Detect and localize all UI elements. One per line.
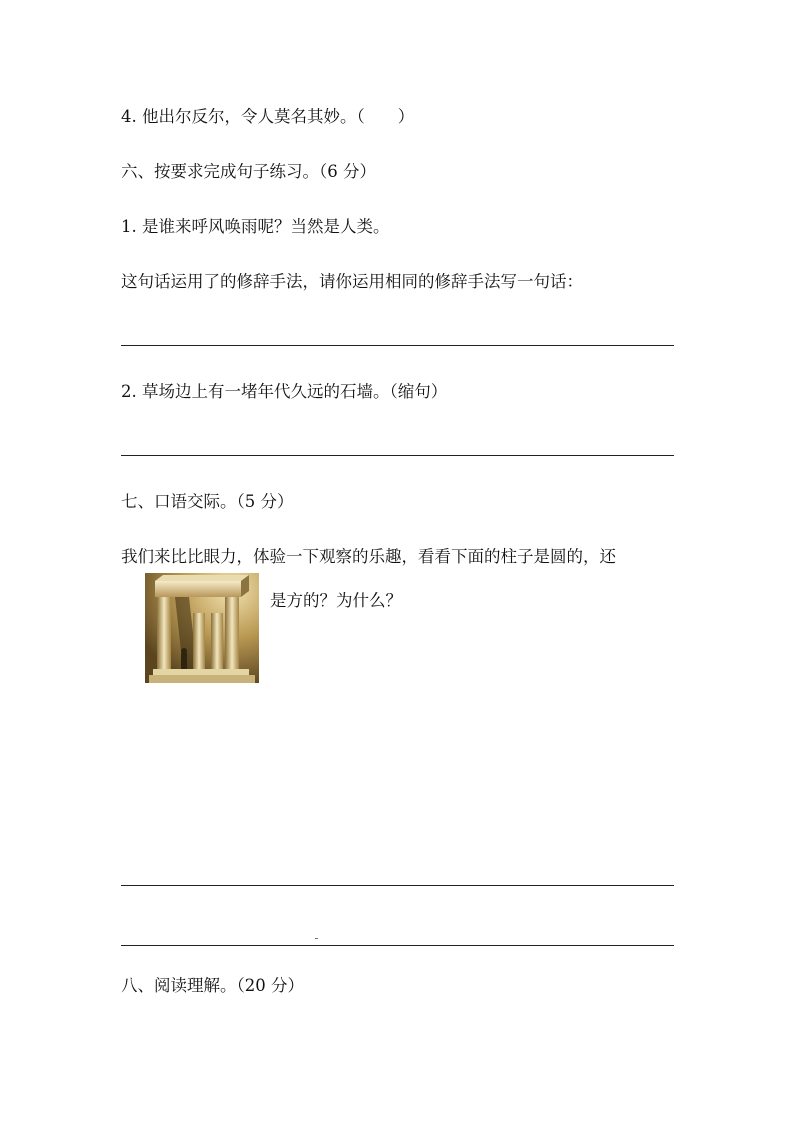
dash-mark [315,938,318,939]
answer-line-3[interactable] [121,885,674,886]
pillar-illusion-image [145,573,259,683]
section-7-text-line-2: 是方的？为什么？ [270,591,402,610]
section-8-title: 八、阅读理解。（20 分） [121,976,304,995]
answer-line-1[interactable] [121,345,674,346]
answer-line-4[interactable] [121,945,674,946]
section-6-title: 六、按要求完成句子练习。（6 分） [121,162,376,181]
answer-line-2[interactable] [121,455,674,456]
section-7-title: 七、口语交际。（5 分） [121,492,294,511]
section-6-item-1: 1. 是谁来呼风唤雨呢？当然是人类。 [121,217,390,236]
section-6-item-2: 2. 草场边上有一堵年代久远的石墙。（缩句） [121,382,448,401]
section-7-text-line-1: 我们来比比眼力，体验一下观察的乐趣，看看下面的柱子是圆的，还 [121,547,616,566]
section-6-item-1-prompt: 这句话运用了的修辞手法，请你运用相同的修辞手法写一句话： [121,272,583,291]
question-4: 4. 他出尔反尔，令人莫名其妙。（ ） [121,107,415,126]
